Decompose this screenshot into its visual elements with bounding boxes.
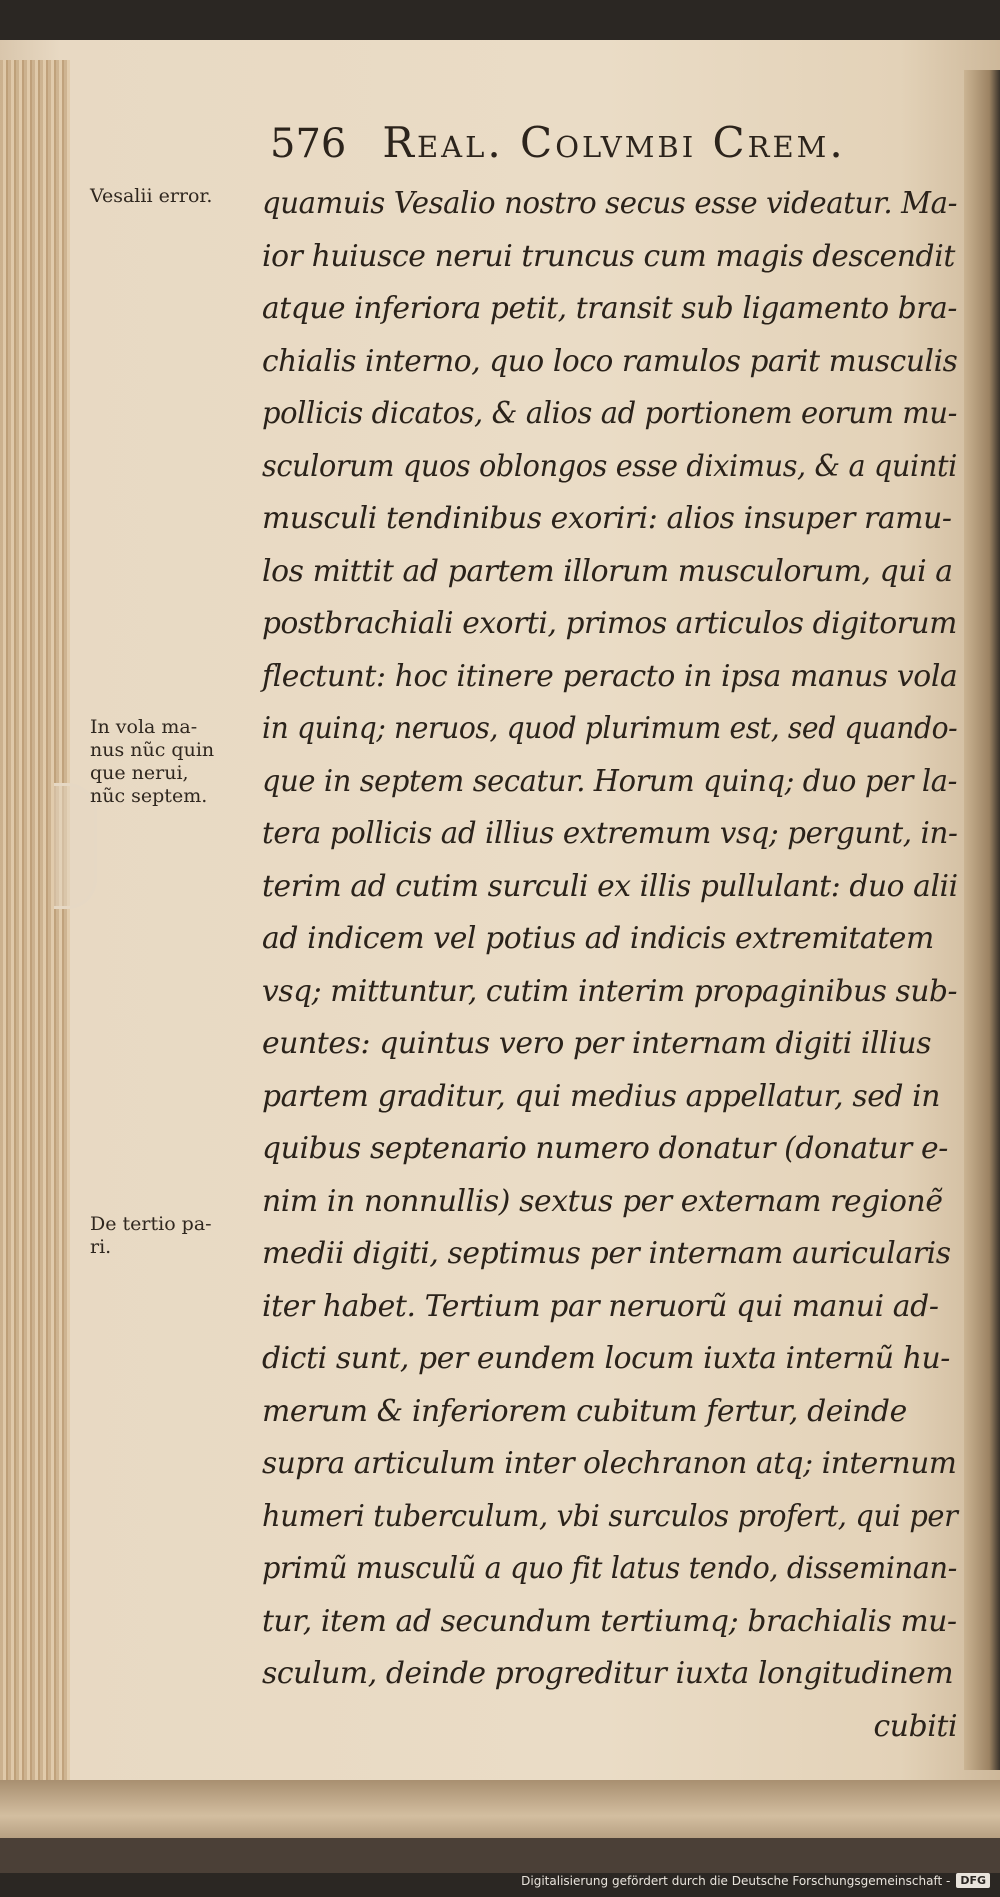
page-edges-left <box>0 60 70 1780</box>
margin-note-line: In vola ma- <box>90 716 198 738</box>
text-line: humeri tuberculum, vbi surculos profert, qui per <box>262 1498 958 1534</box>
text-line: euntes: quintus vero per internam digiti illius <box>262 1026 932 1061</box>
margin-note-line: que nerui, <box>90 762 189 784</box>
text-line: quibus septenario numero donatur (donatur e- <box>262 1131 948 1166</box>
text-line: merum & inferiorem cubitum fertur, deinde <box>262 1393 907 1429</box>
digitization-credit <box>521 1873 990 1888</box>
text-line: sculum, deinde progreditur iuxta longitudinem <box>262 1656 954 1691</box>
text-line: tur, item ad secundum tertiumq; brachialis mu- <box>262 1603 957 1639</box>
text-line: in quinq; neruos, quod plurimum est, sed quando- <box>262 711 958 746</box>
text-line: terim ad cutim surculi ex illis pullulant: duo alii <box>262 868 958 904</box>
book-cover-bottom <box>0 1838 1000 1873</box>
text-line: medii digiti, septimus per internam auricularis <box>262 1236 951 1271</box>
margin-note-line: De tertio pa- <box>90 1213 212 1235</box>
text-line: sculorum quos oblongos esse diximus, & a quinti <box>262 448 957 484</box>
text-line: partem graditur, qui medius appellatur, sed in <box>262 1078 941 1114</box>
text-line: dicti sunt, per eundem locum iuxta internũ hu- <box>262 1341 950 1376</box>
text-line: nim in nonnullis) sextus per externam regionẽ <box>262 1183 943 1219</box>
text-line: tera pollicis ad illius extremum vsq; pergunt, in- <box>262 816 958 851</box>
margin-note-line: ri. <box>90 1236 112 1258</box>
text-line: supra articulum inter olechranon atq; internum <box>262 1446 957 1481</box>
margin-note-vola <box>90 716 265 808</box>
running-head: Real. Colvmbi Crem. <box>382 118 846 167</box>
text-line: vsq; mittuntur, cutim interim propaginibus sub- <box>262 973 958 1009</box>
margin-note-tertio <box>90 1213 265 1259</box>
text-line: musculi tendinibus exoriri: alios insuper ramu- <box>262 501 952 536</box>
text-line: quamuis Vesalio nostro secus esse videatur. Ma- <box>262 186 958 221</box>
page-number: 576 <box>270 121 347 167</box>
text-line: los mittit ad partem illorum musculorum, qui a <box>262 553 953 589</box>
text-line: chialis interno, quo loco ramulos parit musculis <box>262 343 958 379</box>
text-line: cubiti <box>873 1708 958 1744</box>
body-text <box>262 178 962 1753</box>
text-line: iter habet. Tertium par neruorũ qui manui ad- <box>262 1288 939 1324</box>
text-line: pollicis dicatos, & alios ad portionem eorum mu- <box>262 396 957 431</box>
page-header <box>270 118 920 167</box>
text-line: postbrachiali exorti, primos articulos digitorum <box>262 606 957 641</box>
dfg-logo: DFG <box>956 1873 990 1888</box>
text-line: flectunt: hoc itinere peracto in ipsa manus vola <box>262 658 958 694</box>
text-line: primũ musculũ a quo fit latus tendo, disseminan- <box>262 1551 957 1586</box>
margin-note-line: nũc septem. <box>90 785 208 807</box>
text-line: que in septem secatur. Horum quinq; duo per la- <box>262 763 957 799</box>
credit-text: Digitalisierung gefördert durch die Deutsche Forschungsgemeinschaft - <box>521 1873 951 1888</box>
text-line: ad indicem vel potius ad indicis extremitatem <box>262 921 934 956</box>
text-line: atque inferiora petit, transit sub ligamento bra- <box>262 291 957 326</box>
margin-note-vesalii <box>90 185 265 208</box>
text-line: ior huiusce nerui truncus cum magis descendit <box>262 238 955 274</box>
margin-note-line: nus nũc quin <box>90 739 215 761</box>
book-spine-right <box>964 70 1000 1770</box>
margin-note-line: Vesalii error. <box>90 185 213 207</box>
